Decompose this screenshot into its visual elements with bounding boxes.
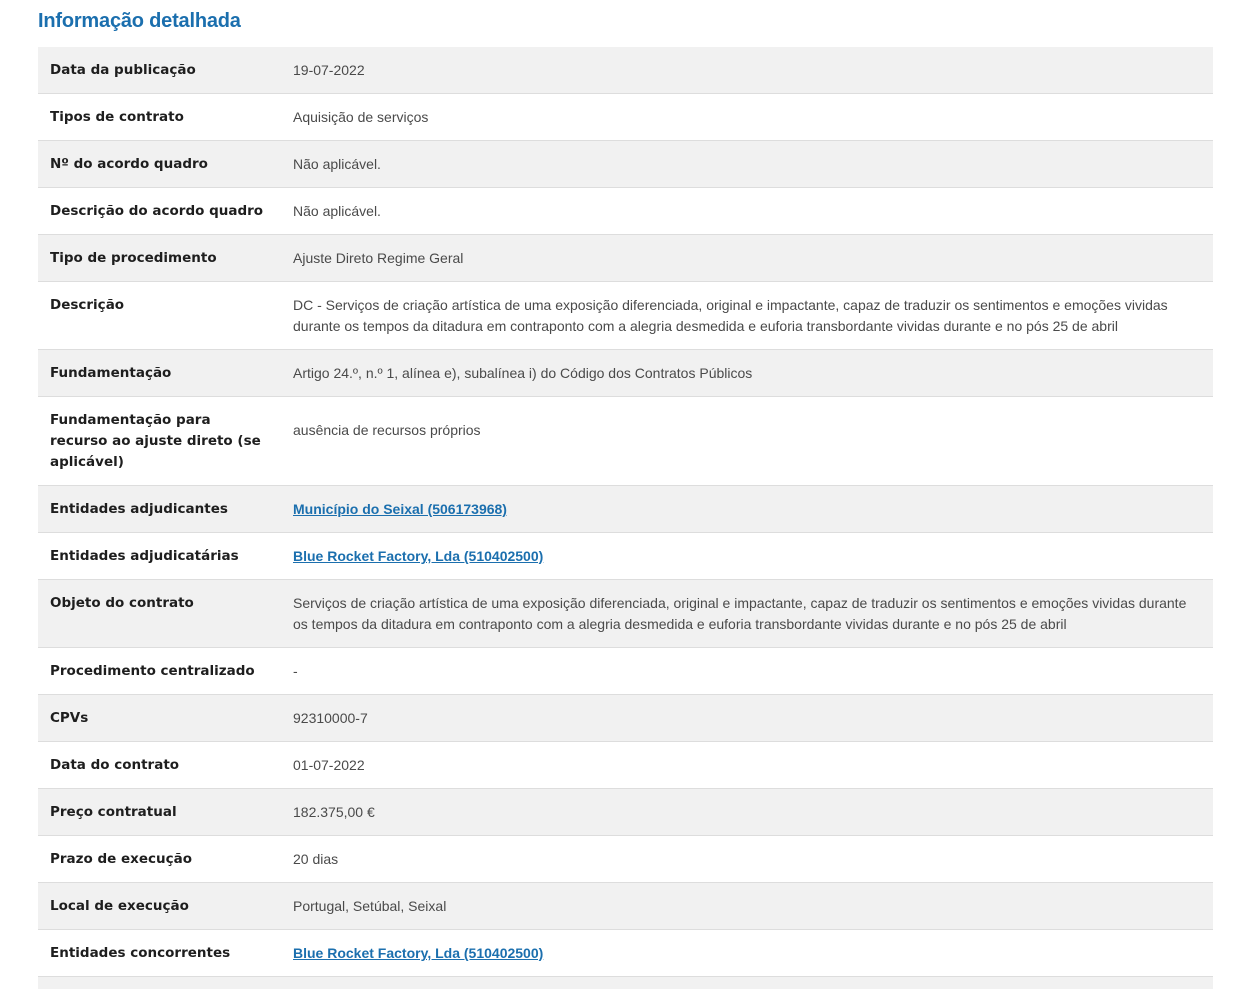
row-data-publicacao <box>38 47 1213 94</box>
row-tipo-procedimento <box>38 235 1213 282</box>
row-label: CPVs <box>38 695 281 741</box>
row-acordo-quadro-numero <box>38 141 1213 188</box>
row-label: Data da publicação <box>38 47 281 93</box>
row-label: Prazo de execução <box>38 836 281 882</box>
row-entidades-adjudicantes <box>38 486 1213 533</box>
row-procedimento-centralizado <box>38 648 1213 695</box>
row-value: Não aplicável. <box>293 156 381 172</box>
row-value <box>281 486 1213 532</box>
row-value: 182.375,00 € <box>293 804 375 820</box>
row-objeto-contrato <box>38 580 1213 648</box>
row-label: Tipo de procedimento <box>38 235 281 281</box>
row-value: 01-07-2022 <box>293 757 365 773</box>
row-value: DC - Serviços de criação artística de uma exposição diferenciada, original e impactante, capaz de traduzir os sentimentos e emoções vividas durante os tempos da ditadura em contraponto com a alegria desmedida e euforia transbordante vividas durante e no pós 25 de abril <box>293 297 1168 334</box>
row-label: Fundamentação <box>38 350 281 396</box>
row-cpvs <box>38 695 1213 742</box>
row-value <box>281 533 1213 579</box>
row-label: Procedimento centralizado <box>38 648 281 694</box>
row-label: Descrição <box>38 282 281 349</box>
row-label: Entidades adjudicantes <box>38 486 281 532</box>
row-value: Portugal, Setúbal, Seixal <box>293 898 447 914</box>
row-tipos-contrato <box>38 94 1213 141</box>
section-title: Informação detalhada <box>38 10 241 32</box>
row-entidades-concorrentes <box>38 930 1213 977</box>
row-value <box>281 930 1213 976</box>
row-value: Serviços de criação artística de uma exposição diferenciada, original e impactante, capaz de traduzir os sentimentos e emoções vividas durante os tempos da ditadura em contraponto com a alegria desmedida e euforia transbordante vividas durante e no pós 25 de abril <box>293 595 1187 632</box>
row-value: Aquisição de serviços <box>293 109 429 125</box>
row-fundamentacao <box>38 350 1213 397</box>
row-label: Tipos de contrato <box>38 94 281 140</box>
row-value: 92310000-7 <box>293 710 368 726</box>
row-label: Data do contrato <box>38 742 281 788</box>
entidade-concorrente-link[interactable]: Blue Rocket Factory, Lda (510402500) <box>293 945 544 961</box>
row-value: ausência de recursos próprios <box>293 422 481 438</box>
row-label: Entidades adjudicatárias <box>38 533 281 579</box>
details-table <box>38 47 1213 989</box>
row-value: Não aplicável. <box>293 203 381 219</box>
row-entidades-adjudicatarias <box>38 533 1213 580</box>
row-value: 19-07-2022 <box>293 62 365 78</box>
entidade-adjudicataria-link[interactable]: Blue Rocket Factory, Lda (510402500) <box>293 548 544 564</box>
row-label: Entidades concorrentes <box>38 930 281 976</box>
row-value: 20 dias <box>293 851 339 867</box>
row-label: Local de execução <box>38 883 281 929</box>
row-label: Objeto do contrato <box>38 580 281 647</box>
row-prazo-execucao <box>38 836 1213 883</box>
row-value: Artigo 24.º, n.º 1, alínea e), subalínea i) do Código dos Contratos Públicos <box>293 365 753 381</box>
row-fundamentacao-ajuste-direto <box>38 397 1213 486</box>
row-descricao <box>38 282 1213 350</box>
row-preco-contratual <box>38 789 1213 836</box>
entidade-adjudicante-link[interactable]: Município do Seixal (506173968) <box>293 501 507 517</box>
row-label: Fundamentação para recurso ao ajuste direto (se aplicável) <box>38 397 281 485</box>
row-acordo-quadro-descricao <box>38 188 1213 235</box>
row-value: Ajuste Direto Regime Geral <box>293 250 464 266</box>
next-row-partial <box>38 977 1213 989</box>
row-local-execucao <box>38 883 1213 930</box>
row-label: Nº do acordo quadro <box>38 141 281 187</box>
row-label: Preço contratual <box>38 789 281 835</box>
row-value: - <box>293 663 298 679</box>
row-label: Descrição do acordo quadro <box>38 188 281 234</box>
row-data-contrato <box>38 742 1213 789</box>
